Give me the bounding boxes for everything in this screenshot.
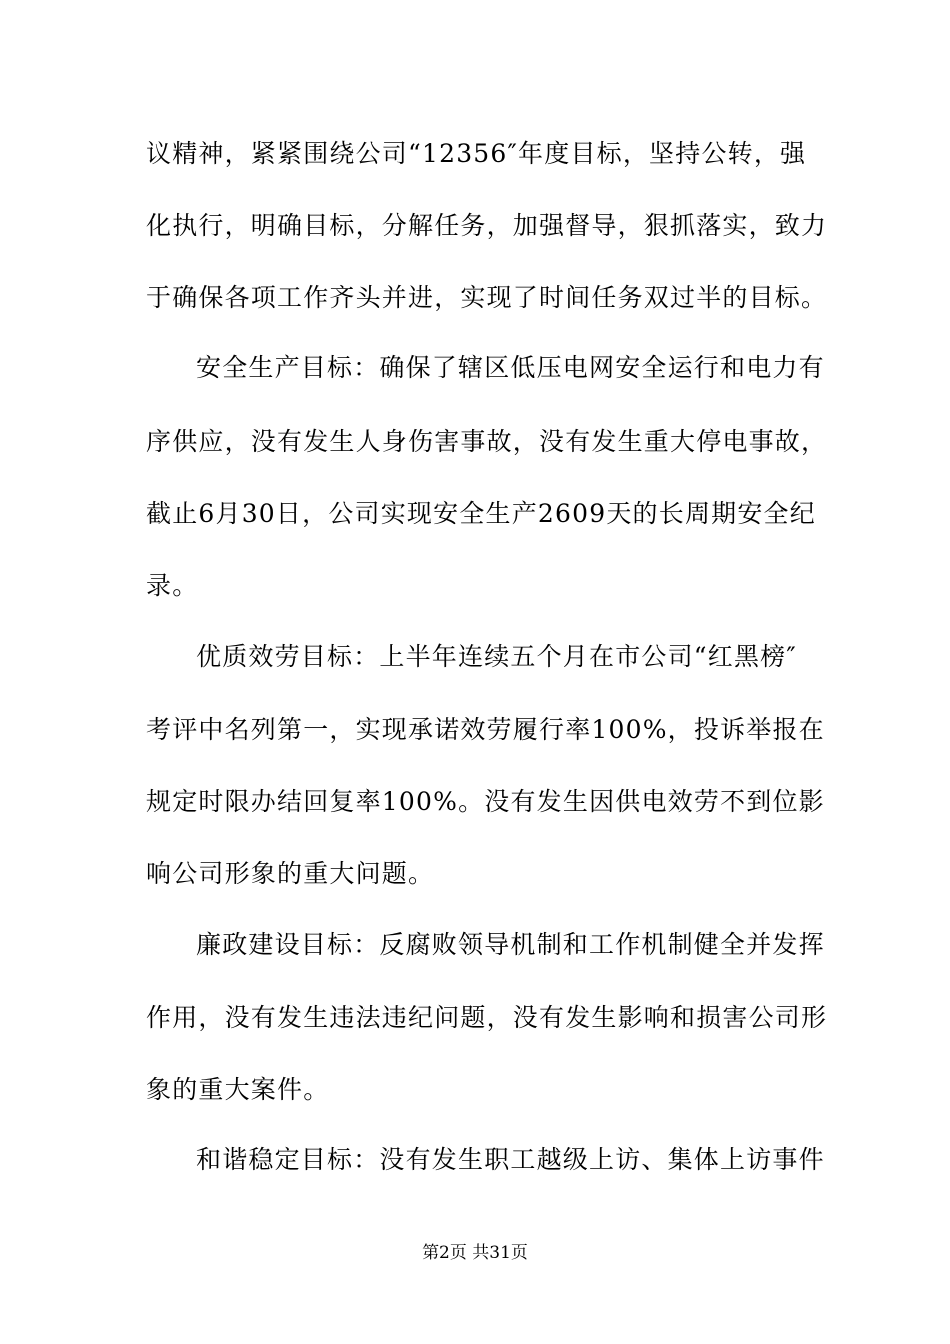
page-number-footer: 第2页 共31页 (422, 1243, 528, 1263)
text-line: 考评中名列第一，实现承诺效劳履行率100%，投诉举报在 (146, 715, 825, 744)
paragraph-start-line: 廉政建设目标：反腐败领导机制和工作机制健全并发挥 (196, 930, 825, 959)
text-line: 截止6月30日，公司实现安全生产2609天的长周期安全纪 (146, 499, 816, 528)
paragraph-start-line: 优质效劳目标：上半年连续五个月在市公司“红黑榜″ (196, 642, 797, 671)
text-line: 规定时限办结回复率100%。没有发生因供电效劳不到位影 (146, 787, 825, 816)
paragraph-start-line: 和谐稳定目标：没有发生职工越级上访、集体上访事件 (196, 1145, 825, 1174)
text-line: 响公司形象的重大问题。 (146, 859, 435, 888)
text-line: 序供应，没有发生人身伤害事故，没有发生重大停电事故， (146, 427, 828, 456)
text-line: 录。 (146, 571, 199, 600)
text-line: 象的重大案件。 (146, 1075, 330, 1104)
text-line: 于确保各项工作齐头并进，实现了时间任务双过半的目标。 (146, 283, 828, 312)
text-line: 议精神，紧紧围绕公司“12356″年度目标，坚持公转，强 (146, 139, 807, 168)
text-line: 化执行，明确目标，分解任务，加强督导，狠抓落实，致力 (146, 211, 828, 240)
paragraph-start-line: 安全生产目标：确保了辖区低压电网安全运行和电力有 (196, 353, 825, 382)
text-line: 作用，没有发生违法违纪问题，没有发生影响和损害公司形 (146, 1003, 828, 1032)
